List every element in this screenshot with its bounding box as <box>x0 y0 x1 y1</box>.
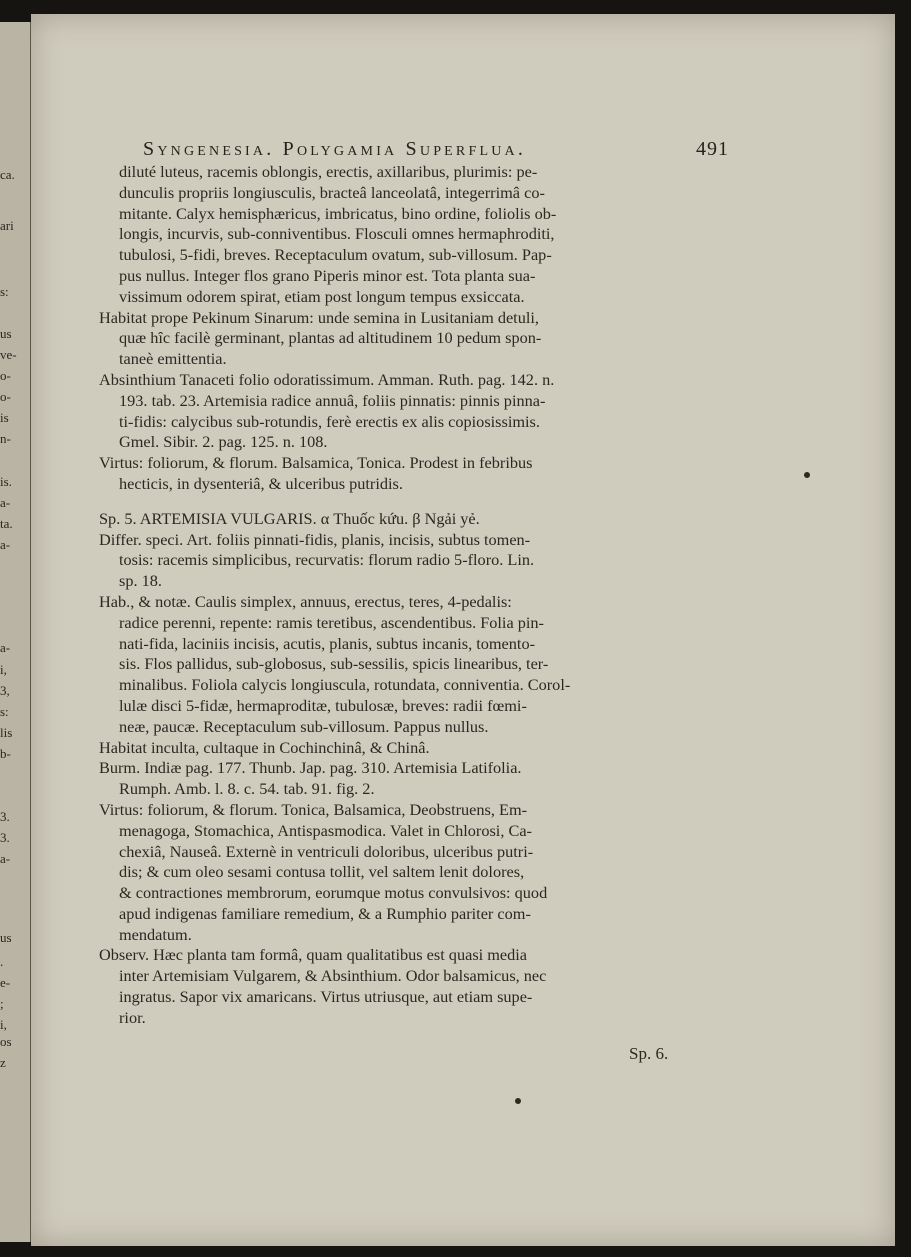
text-line: minalibus. Foliola calycis longiuscula, rotundata, conniventia. Corol- <box>119 675 571 695</box>
text-line: menagoga, Stomachica, Antispasmodica. Valet in Chlorosi, Ca- <box>119 820 532 840</box>
text-line: Virtus: foliorum, & florum. Balsamica, Tonica. Prodest in febribus <box>99 453 533 473</box>
facing-fragment: 3, <box>0 683 10 698</box>
facing-fragment: a- <box>0 537 11 552</box>
text-line: tosis: racemis simplicibus, recurvatis: florum radio 5-floro. Lin. <box>119 550 535 570</box>
text-line: sis. Flos pallidus, sub-globosus, sub-sessilis, spicis linearibus, ter- <box>119 654 549 674</box>
facing-fragment: is <box>0 410 9 425</box>
text-line: ti-fidis: calycibus sub-rotundis, ferè erectis ex alis copiosissimis. <box>119 411 540 431</box>
text-line: radice perenni, repente: ramis teretibus, ascendentibus. Folia pin- <box>119 612 544 632</box>
facing-fragment: o- <box>0 389 11 404</box>
facing-fragment: o- <box>0 368 11 383</box>
facing-fragment: b- <box>0 746 11 761</box>
text-line: nati-fida, laciniis incisis, acutis, planis, subtus incanis, tomento- <box>119 633 536 653</box>
facing-fragment: us <box>0 930 12 945</box>
text-line: Rumph. Amb. l. 8. c. 54. tab. 91. fig. 2. <box>119 779 375 799</box>
text-line: apud indigenas familiare remedium, & a Rumphio pariter com- <box>119 903 531 923</box>
text-line: Habitat prope Pekinum Sinarum: unde semina in Lusitaniam detuli, <box>99 307 539 327</box>
facing-fragment: ari <box>0 218 14 233</box>
text-line: Habitat inculta, cultaque in Cochinchinâ, & Chinâ. <box>99 737 430 757</box>
facing-fragment: ta. <box>0 516 13 531</box>
facing-fragment: a- <box>0 640 11 655</box>
text-line: rior. <box>119 1007 146 1027</box>
text-line: Hab., & notæ. Caulis simplex, annuus, erectus, teres, 4-pedalis: <box>99 591 512 611</box>
text-line: pus nullus. Integer flos grano Piperis minor est. Tota planta sua- <box>119 265 536 285</box>
text-line: tubulosi, 5-fidi, breves. Receptaculum ovatum, sub-villosum. Pap- <box>119 245 552 265</box>
facing-fragment: i, <box>0 662 7 677</box>
facing-fragment: is. <box>0 474 12 489</box>
running-header-title: Syngenesia. Polygamia Superflua. <box>143 138 527 160</box>
facing-fragment: lis <box>0 725 13 740</box>
blank-line <box>99 495 703 509</box>
text-line: hecticis, in dysenteriâ, & ulceribus putridis. <box>119 473 403 493</box>
facing-fragment: e- <box>0 975 11 990</box>
facing-fragment: . <box>0 954 4 969</box>
text-line: longis, incurvis, sub-conniventibus. Flosculi omnes hermaphroditi, <box>119 224 555 244</box>
facing-fragment: us <box>0 326 12 341</box>
facing-fragment: s: <box>0 704 9 719</box>
text-line: ingratus. Sapor vix amaricans. Virtus utriusque, aut etiam supe- <box>119 987 533 1007</box>
facing-fragment: z <box>0 1055 6 1070</box>
facing-page-edge <box>0 22 32 1242</box>
page-number: 491 <box>696 138 729 160</box>
facing-fragment: 3. <box>0 830 10 845</box>
ink-spot <box>804 472 810 478</box>
facing-fragment: n- <box>0 431 11 446</box>
text-line: quæ hîc facilè germinant, plantas ad altitudinem 10 pedum spon- <box>119 328 542 348</box>
text-line: 193. tab. 23. Artemisia radice annuâ, foliis pinnatis: pinnis pinna- <box>119 390 546 410</box>
text-line: Gmel. Sibir. 2. pag. 125. n. 108. <box>119 432 328 452</box>
text-line: chexiâ, Nauseâ. Externè in ventriculi doloribus, ulceribus putri- <box>119 841 534 861</box>
facing-fragment: i, <box>0 1017 7 1032</box>
facing-fragment: ve- <box>0 347 17 362</box>
text-line: Virtus: foliorum, & florum. Tonica, Balsamica, Deobstruens, Em- <box>99 799 528 819</box>
text-line: & contractiones membrorum, eorumque motus convulsivos: quod <box>119 883 548 903</box>
text-line: Differ. speci. Art. foliis pinnati-fidis, planis, incisis, subtus tomen- <box>99 529 531 549</box>
body-text <box>99 162 703 1029</box>
text-line: diluté luteus, racemis oblongis, erectis, axillaribus, plurimis: pe- <box>119 162 538 181</box>
running-header <box>143 138 727 164</box>
ink-spot <box>515 1098 521 1104</box>
text-line: mendatum. <box>119 924 192 944</box>
facing-fragment: os <box>0 1034 12 1049</box>
facing-fragment: a- <box>0 851 11 866</box>
text-line: vissimum odorem spirat, etiam post longum tempus exsiccata. <box>119 286 525 306</box>
text-line: sp. 18. <box>119 571 162 591</box>
text-line: Observ. Hæc planta tam formâ, quam qualitatibus est quasi media <box>99 945 528 965</box>
facing-fragment: 3. <box>0 809 10 824</box>
text-line: dis; & cum oleo sesami contusa tollit, vel saltem lenit dolores, <box>119 862 525 882</box>
text-line: neæ, paucæ. Receptaculum sub-villosum. Pappus nullus. <box>119 716 489 736</box>
text-line: mitante. Calyx hemisphæricus, imbricatus, bino ordine, foliolis ob- <box>119 203 557 223</box>
facing-fragment: s: <box>0 284 9 299</box>
text-line: lulæ disci 5-fidæ, hermaproditæ, tubulosæ, breves: radii fœmi- <box>119 695 527 715</box>
facing-fragment: a- <box>0 495 11 510</box>
text-line: Absinthium Tanaceti folio odoratissimum. Amman. Ruth. pag. 142. n. <box>99 369 555 389</box>
facing-fragment: ; <box>0 996 4 1011</box>
catchword: Sp. 6. <box>629 1044 669 1063</box>
text-line: Burm. Indiæ pag. 177. Thunb. Jap. pag. 310. Artemisia Latifolia. <box>99 758 522 778</box>
text-line: inter Artemisiam Vulgarem, & Absinthium. Odor balsamicus, nec <box>119 966 547 986</box>
text-line: taneè emittentia. <box>119 349 227 369</box>
book-page <box>31 14 895 1246</box>
facing-fragment: ca. <box>0 167 15 182</box>
species-heading: Sp. 5. ARTEMISIA VULGARIS. α Thuốc kứu. β Ngải yẻ. <box>99 508 480 528</box>
text-line: dunculis propriis longiusculis, bracteâ lanceolatâ, integerrimâ co- <box>119 182 545 202</box>
